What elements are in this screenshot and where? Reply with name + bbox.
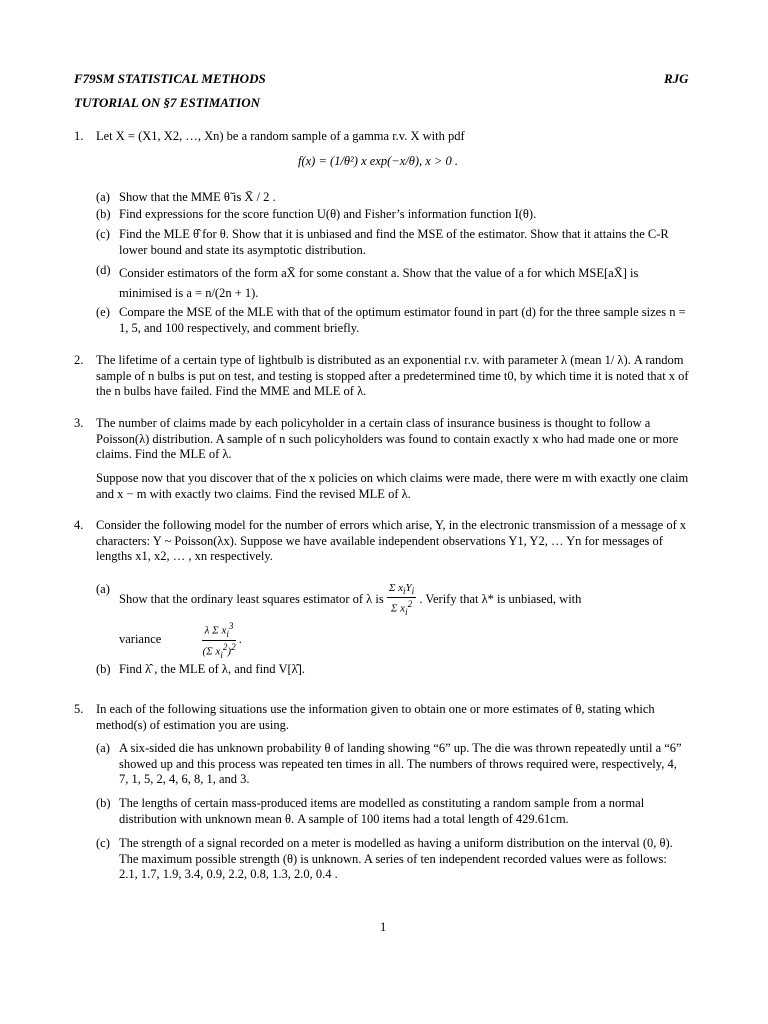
question-number: 1. [74,129,84,143]
pdf-equation: f(x) = (1/θ²) x exp(−x/θ), x > 0 . [298,154,459,168]
page-number: 1 [380,920,387,934]
variance-formula: $\frac{\lambda \Sigma x_i^3}{(\Sigma x_i^2)^2}$ [202,621,236,660]
course-title: F79SM STATISTICAL METHODS [74,71,266,86]
tutorial-title: TUTORIAL ON §7 ESTIMATION [74,95,260,110]
document-page: F79SM STATISTICAL METHODS RJG TUTORIAL ON §7 ESTIMATION 1. Let X = (X1, X2, …, Xn) be a random sample of a gamma r.v. X with pdf f(x) = (1/θ²) x exp(−x/θ), x > 0 . (a) Show that the MME θ̃ is X̄ / 2 . (b) Find expressions for the score function U(θ) and Fisher’s information function I(θ). (c) Find the MLE θ̂ for θ. Show that it is unbiased and find the MSE of the estimator. Show that it attains the C-R lower bound and state its asymptotic distribution. (d) Consider estimators of the form aX̄ for some constant a. Show that the value of a for which MSE[aX̄] is minimised is a = n/(2n + 1). (e) Compare the MSE of the MLE with that of the optimum estimator found in part (d) for the three sample sizes n = 1, 5, and 100 respectively, and comment briefly. 2. The lifetime of a certain type of lightbulb is distributed as an exponential r.v. with parameter λ (mean 1/ λ). A random sample of n bulbs is put on test, and testing is stopped after a predetermined time t0, by which time it is noted that x of the n bulbs have failed. Find the MME and MLE of λ. 3. The number of claims made by each policyholder in a certain class of insurance business is thought to follow a Poisson(λ) distribution. A sample of n such policyholders was found to contain exactly x who had made one or more claims. Find the MLE of λ. Suppose now that you discover that of the x policies on which claims were made, there were m with exactly one claim and x − m with exactly two claims. Find the revised MLE of λ. 4. Consider the following model for the number of errors which arise, Y, in the electronic transmission of a message of x characters: Y ~ Poisson(λx). Suppose we have available independent observations Y1, Y2, … Yn for messages of lengths x1, x2, … , xn respectively. (a) Show that the ordinary least squares estimator of λ is $\frac{\Sigma x_iY_i}{\Sigma x_i^2}$ . Verify that λ* is unbiased, with variance $\frac{\lambda \Sigma x_i^3}{(\Sigma x_i^2)^2}$ . (b) Find λ̂ , the MLE of λ, and find V[λ̂]. 5. In each of the following situations use the information given to obtain one or more estimates of θ, stating which method(s) of estimation you are using. (a) A six-sided die has unknown probability θ of landing showing “6” up. The die was thrown repeatedly until a “6” showed up and this process was repeated ten times in all. The numbers of throws required were, respectively, 4, 7, 1, 5, 2, 4, 6, 8, 1, and 3. (b) The lengths of certain mass-produced items are modelled as constituting a random sample from a normal distribution with unknown mean θ. A sample of 100 items had a total length of 429.61cm. (c) The strength of a signal recorded on a meter is modelled as having a uniform distribution on the interval (0, θ). The maximum possible strength (θ) is unknown. A series of ten independent recorded values were as follows: 2.1, 1.7, 1.9, 3.4, 0.9, 2.2, 0.8, 1.3, 2.0, 0.4 . 1 [0,0,768,1024]
ols-estimator-formula: $\frac{\Sigma x_iY_i}{\Sigma x_i^2}$ [388,582,415,618]
author-initials: RJG [664,71,689,86]
question-text: Let X = (X1, X2, …, Xn) be a random sample of a gamma r.v. X with pdf [96,129,465,143]
